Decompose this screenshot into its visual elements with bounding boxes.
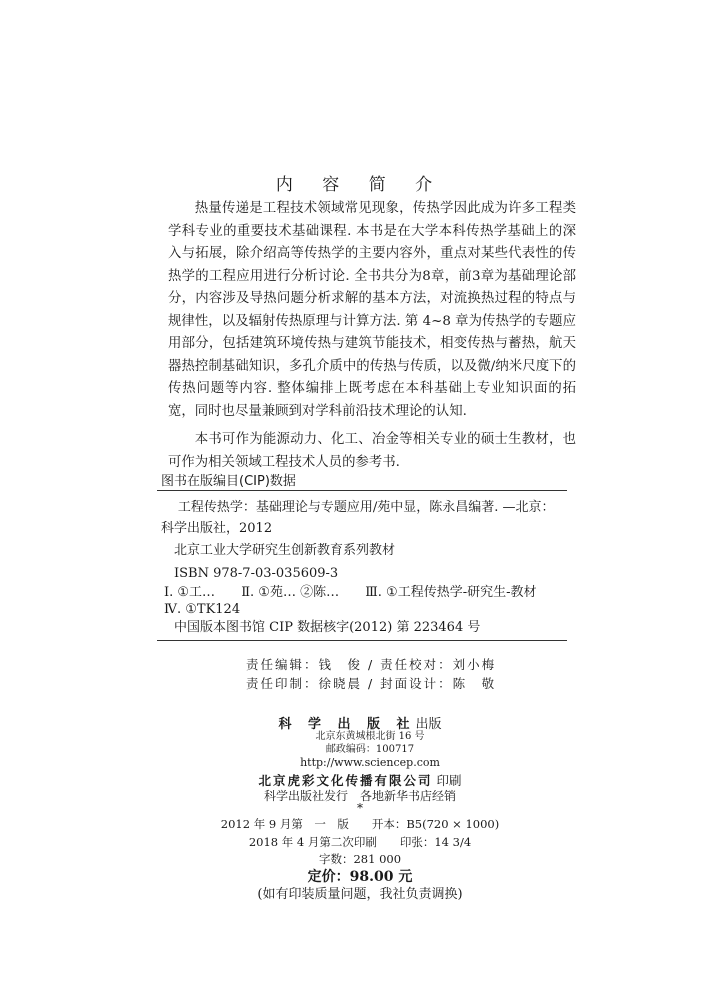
price: 定价：98.00 元	[307, 869, 413, 885]
publisher-postcode: 邮政编码：100717	[325, 744, 415, 755]
summary-paragraph: 本书可作为能源动力、化工、冶金等相关专业的硕士生教材，也可作为相关领域工程技术人员的参考书.	[168, 432, 576, 470]
publisher-suffix: 出版	[415, 717, 442, 732]
cip-class-item: Ⅲ. ①工程传热学-研究生-教材	[365, 585, 537, 600]
cip-classification	[164, 584, 570, 602]
cip-heading: 图书在版编目(CIP)数据	[161, 474, 296, 489]
cip-bottom-rule	[157, 640, 567, 641]
editors-line: 责任印制：徐晓晨 / 封面设计：陈 敬	[246, 676, 497, 691]
cip-class-item: Ⅰ. ①工…	[164, 585, 216, 600]
cip-record-number: 中国版本图书馆 CIP 数据核字(2012) 第 223464 号	[174, 620, 481, 635]
printing-line: 2018 年 4 月第二次印刷 印张：14 3/4	[248, 835, 472, 849]
distribution-line: 科学出版社发行 各地新华书店经销	[263, 789, 456, 803]
cip-isbn: ISBN 978-7-03-035609-3	[174, 566, 339, 581]
summary-body	[168, 198, 576, 474]
separator-star: *	[357, 801, 363, 815]
printer-suffix: 印刷	[436, 773, 462, 788]
printer-name: 北京虎彩文化传播有限公司	[258, 773, 433, 788]
cip-classification-2: Ⅳ. ①TK124	[164, 602, 241, 617]
cip-top-rule	[157, 490, 567, 491]
summary-paragraph: 热量传递是工程技术领域常见现象，传热学因此成为许多工程类学科专业的重要技术基础课程. 本书是在大学本科传热学基础上的深入与拓展，除介绍高等传热学的主要内容外，重点对某些代表性的传热学的工程应用进行分析讨论. 全书共分为8章，前3章为基础理论部分，内容涉及导热问题分析求解的基本方法，对流换热过程的特点与规律性，以及辐射传热原理与计算方法. 第 4~8 章为传热学的专题应用部分，包括建筑环境传热与建筑节能技术，相变传热与蓄热，航天器热控制基础知识，多孔介质中的传热与传质，以及微/纳米尺度下的传热问题等内容. 整体编排上既考虑在本科基础上专业知识面的拓宽，同时也尽量兼顾到对学科前沿技术理论的认知.	[168, 201, 576, 419]
cip-series: 北京工业大学研究生创新教育系列教材	[174, 543, 396, 558]
quality-notice: (如有印装质量问题，我社负责调换)	[257, 887, 463, 902]
cip-citation: 工程传热学：基础理论与专题应用/苑中显，陈永昌编著. —北京：科学出版社，2012	[161, 500, 555, 536]
cip-class-item: Ⅱ. ①苑… ②陈…	[241, 585, 340, 600]
word-count: 字数：281 000	[318, 852, 402, 866]
editors-line: 责任编辑：钱 俊 / 责任校对：刘小梅	[246, 657, 497, 672]
edition-line: 2012 年 9 月第 一 版 开本：B5(720 × 1000)	[220, 817, 500, 831]
publisher-name: 科 学 出 版 社	[278, 717, 416, 732]
publisher-url: http://www.sciencep.com	[300, 756, 440, 769]
publisher-address: 北京东黄城根北街 16 号	[315, 731, 425, 742]
summary-title: 内 容 简 介	[275, 175, 445, 195]
